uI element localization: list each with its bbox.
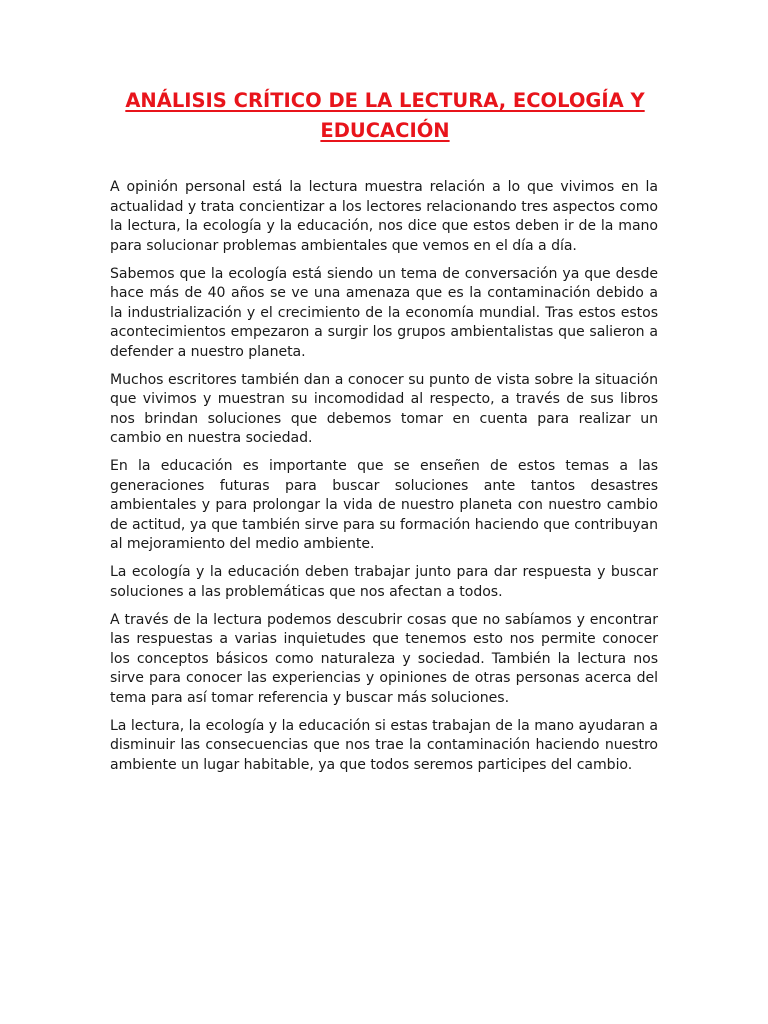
paragraph-6: A través de la lectura podemos descubrir cosas que no sabíamos y encontrar las respuestas a varias inquietudes que tenemos esto nos permite conocer los conceptos básicos como naturaleza y sociedad. También la lectura nos sirve para conocer las experiencias y opiniones de otras personas acerca del tema para así tomar referencia y buscar más soluciones. — [110, 611, 658, 706]
paragraph-2: Sabemos que la ecología está siendo un tema de conversación ya que desde hace más de 40 años se ve una amenaza que es la contaminación debido a la industrialización y el crecimiento de la economía mundial. Tras estos estos acontecimientos empezaron a surgir los grupos ambientalistas que salieron a defender a nuestro planeta. — [110, 265, 658, 360]
paragraph-4: En la educación es importante que se enseñen de estos temas a las generaciones futuras para buscar soluciones ante tantos desastres ambientales y para prolongar la vida de nuestro planeta con nuestro cambio de actitud, ya que también sirve para su formación haciendo que contribuyan al mejoramiento del medio ambiente. — [110, 458, 658, 552]
document-title — [110, 86, 660, 146]
paragraph-1: A opinión personal está la lectura muestra relación a lo que vivimos en la actualidad y trata concientizar a los lectores relacionando tres aspectos como la lectura, la ecología y la educación, nos dice que estos deben ir de la mano para solucionar problemas ambientales que vemos en el día a día. — [110, 179, 658, 254]
document-body — [110, 178, 658, 784]
paragraph-7: La lectura, la ecología y la educación si estas trabajan de la mano ayudaran a disminuir las consecuencias que nos trae la contaminación haciendo nuestro ambiente un lugar habitable, ya que todos seremos participes del cambio. — [110, 717, 658, 773]
paragraph-5: La ecología y la educación deben trabajar junto para dar respuesta y buscar soluciones a las problemáticas que nos afectan a todos. — [110, 564, 658, 600]
document-title-text: ANÁLISIS CRÍTICO DE LA LECTURA, ECOLOGÍA Y EDUCACIÓN — [125, 89, 645, 142]
paragraph-3: Muchos escritores también dan a conocer su punto de vista sobre la situación que vivimos y muestran su incomodidad al respecto, a través de sus libros nos brindan soluciones que debemos tomar en cuenta para realizar un cambio en nuestra sociedad. — [110, 371, 658, 446]
